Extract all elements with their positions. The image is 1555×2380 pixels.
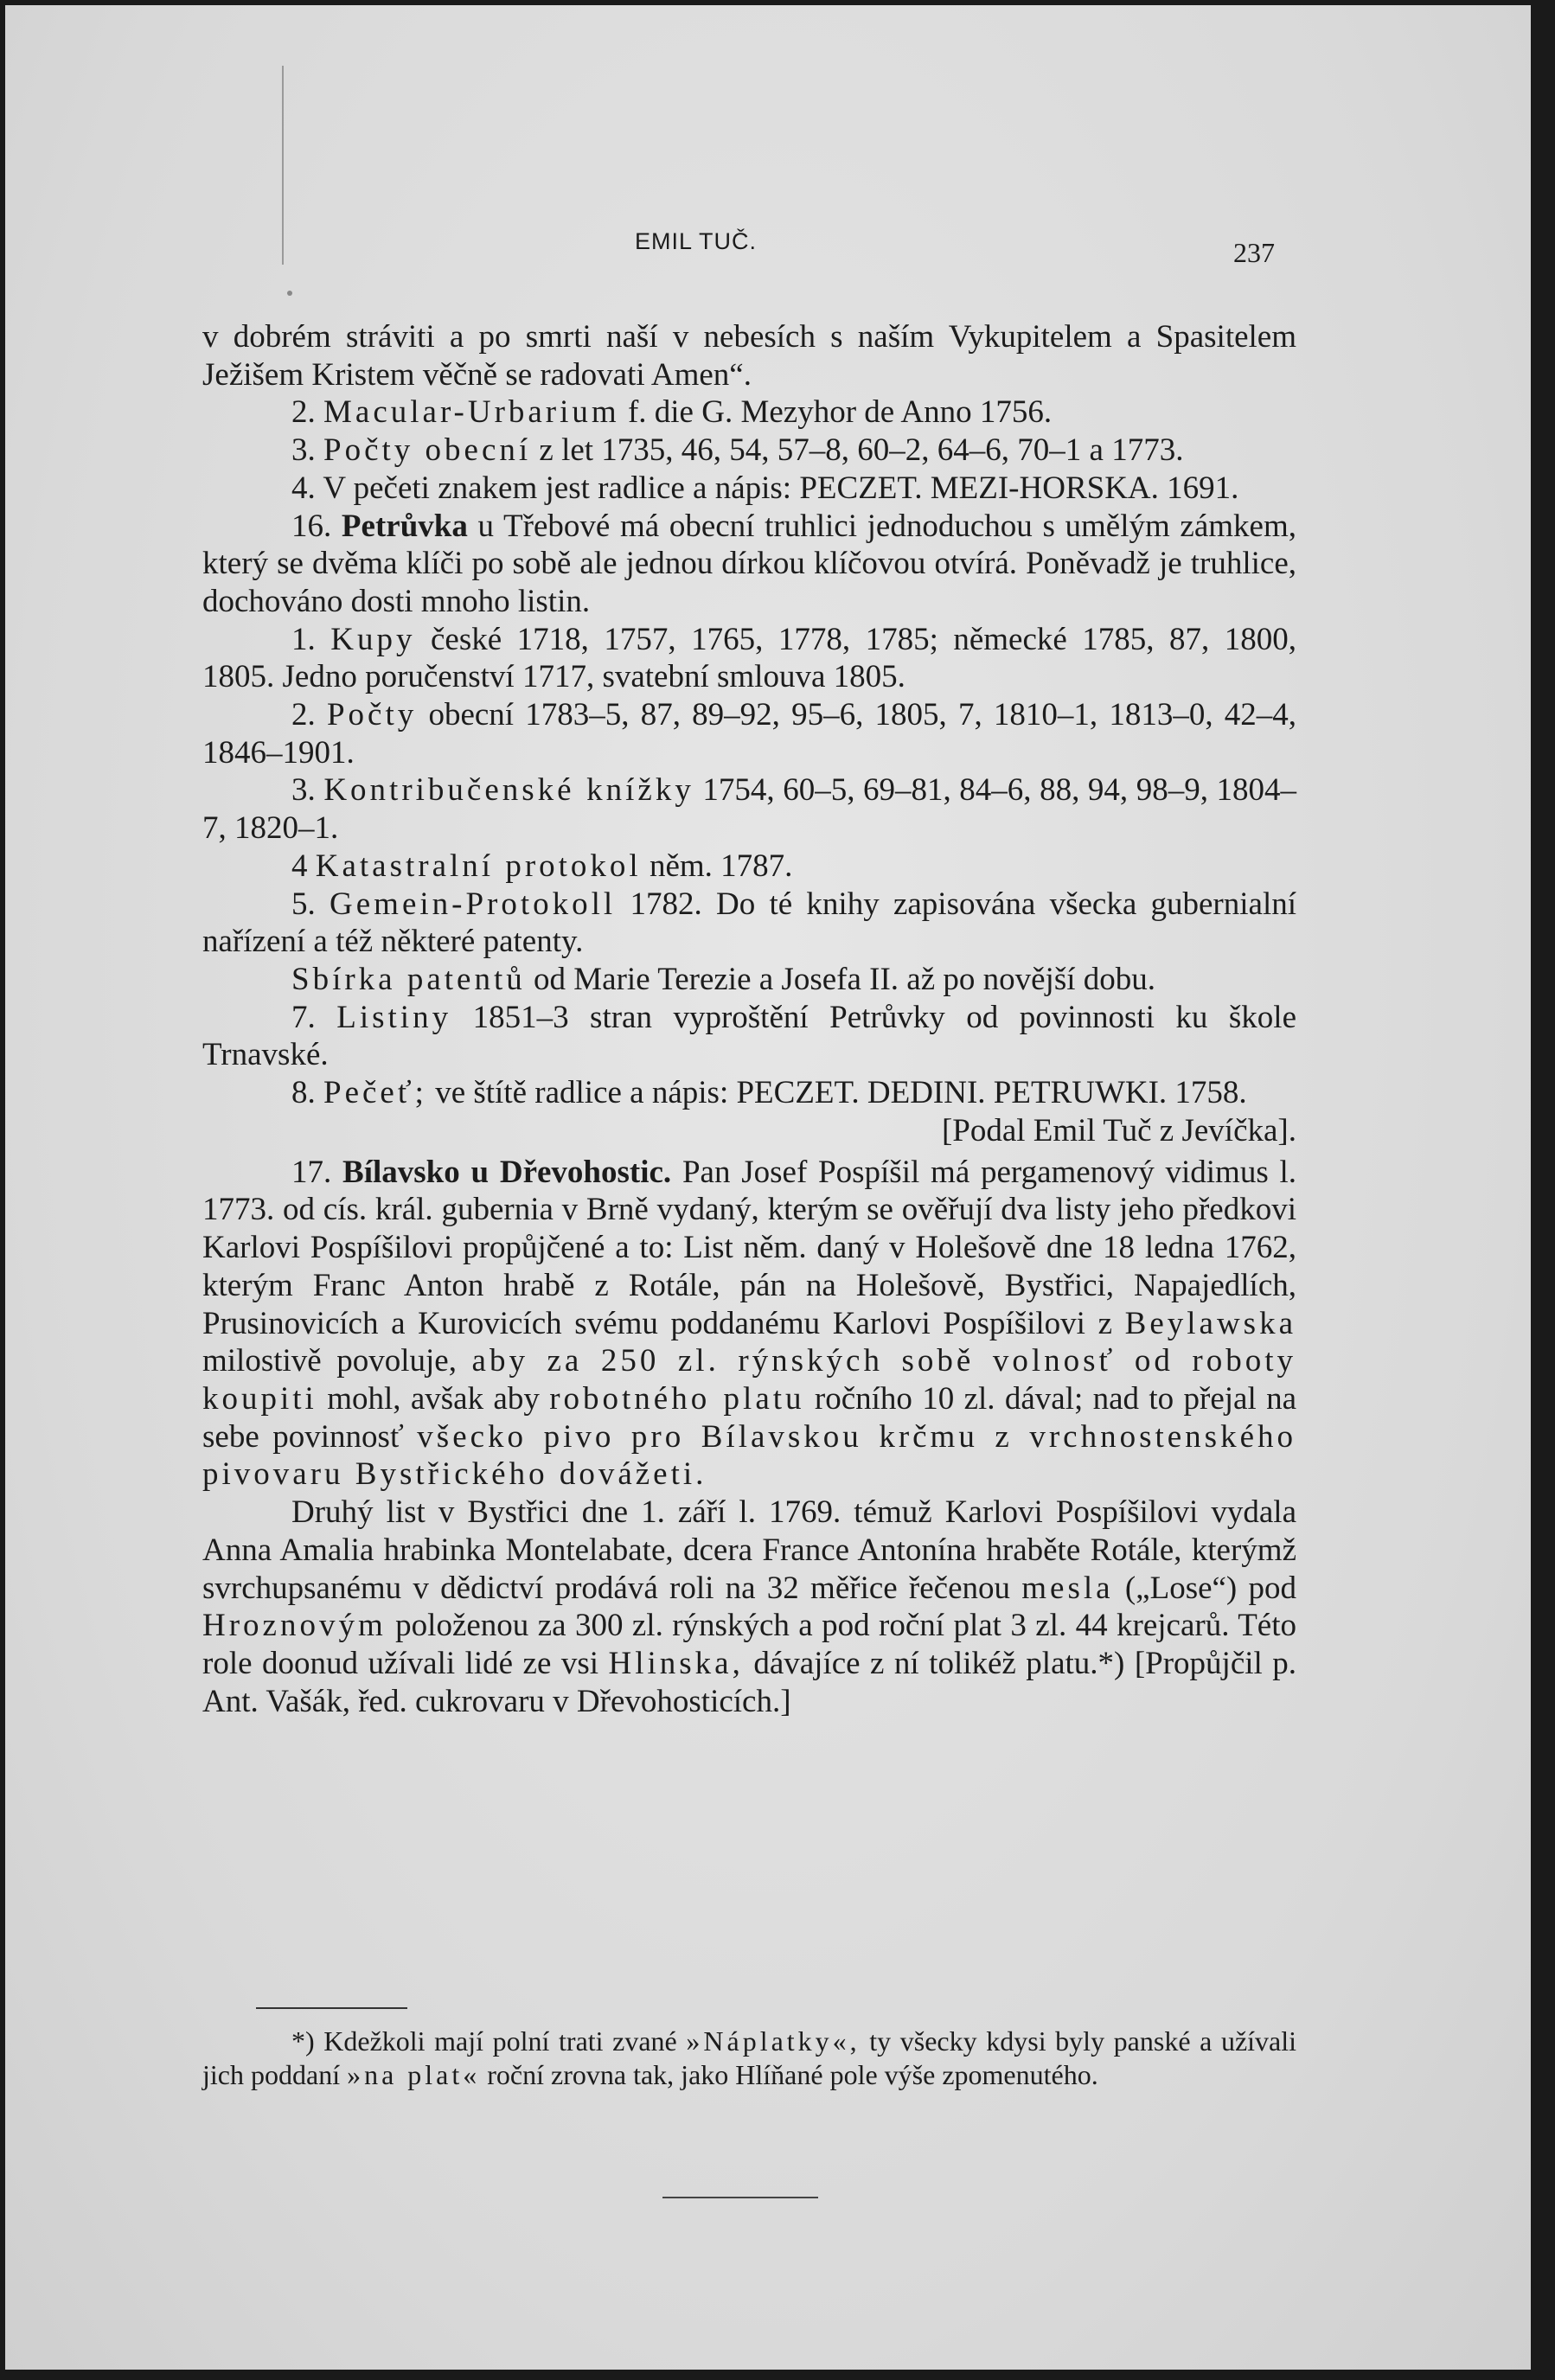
spaced-text: Beylawska bbox=[1124, 1305, 1296, 1341]
footnote-divider bbox=[256, 2007, 407, 2009]
running-head: EMIL TUČ. bbox=[635, 228, 758, 254]
spaced-text: »Náplatky«, bbox=[686, 2025, 861, 2057]
entry-16-item-2 bbox=[202, 696, 1296, 771]
entry-title: Bílavsko u Dřevohostic. bbox=[342, 1154, 672, 1190]
text-span: 4. V pečeti znakem jest radlice a nápis: PECZET. MEZI-HORSKA. 1691. bbox=[291, 470, 1239, 506]
text-span: milostivě povoluje, bbox=[202, 1343, 457, 1379]
text-span: f. die G. Mezyhor de Anno 1756. bbox=[627, 394, 1053, 431]
item-number: 3. bbox=[291, 432, 316, 469]
item-title: Macular-Urbarium bbox=[323, 394, 620, 431]
item-title: Katastralní protokol bbox=[315, 848, 642, 884]
text-span: Druhý list v Bystřici dne 1. září l. 1769. témuž Karlovi Pospíšilovi vydala Anna Amalia hrabinka Montelabate, dcera France Antonína hraběte Rotále, kterýmž svrchupsanému v dědictví prodává roli na 32 měřice řečenou bbox=[202, 1494, 1296, 1606]
text-span: Pan Josef Pospíšil má pergamenový vidimus l. 1773. od cís. král. gubernia v Brně vydaný, kterým se ověřují dva listy jeho předkovi Karlovi Pospíšilovi propůjčené a to: List něm. daný v Holešově dne 18 ledna 1762, kterým Franc Anton hrabě z Rotále, pán na Holešově, Bystřici, Napajedlích, Prusinovicích a Kurovicích svému poddanému Karlovi Pospíšilovi z bbox=[202, 1154, 1297, 1341]
item-title: Gemein-Protokoll bbox=[330, 886, 617, 922]
item-title: Sbírka patentů bbox=[291, 961, 526, 997]
spaced-text: robotného platu bbox=[549, 1380, 805, 1417]
entry-16-item-1 bbox=[202, 621, 1296, 696]
item-number: 3. bbox=[291, 772, 316, 809]
entry-number: 17. bbox=[291, 1154, 332, 1190]
item-number: 2. bbox=[291, 394, 316, 431]
spaced-text: Hlinska, bbox=[608, 1645, 744, 1681]
text-span: („Lose“) pod bbox=[1124, 1570, 1296, 1606]
paragraph-second-deed bbox=[202, 1494, 1296, 1720]
page-number: 237 bbox=[1233, 237, 1275, 268]
body-text bbox=[202, 318, 1296, 1720]
item-title: Listiny bbox=[336, 999, 452, 1035]
footnote-text bbox=[202, 2025, 1296, 2092]
text-span: něm. 1787. bbox=[649, 848, 793, 884]
entry-16-item-7 bbox=[202, 999, 1296, 1074]
item-number: 5. bbox=[291, 886, 316, 922]
entry-number: 16. bbox=[291, 508, 332, 544]
item-title: Počty bbox=[326, 697, 418, 733]
text-span: dávajíce z ní tolikéž platu.*) [Propůjčil p. Ant. Vašák, řed. cukrovaru v Dřevohosticích.] bbox=[202, 1645, 1297, 1719]
text-span: obecní 1783–5, 87, 89–92, 95–6, 1805, 7, 1810–1, 1813–0, 42–4, 1846–1901. bbox=[202, 697, 1297, 771]
speck bbox=[287, 291, 292, 296]
text-span: u Třebové má obecní truhlici jednoduchou s umělým zámkem, který se dvěma klíči po sobě ale jednou dírkou klíčovou otvírá. Poněvadž je truhlice, dochováno dosti mnoho listin. bbox=[202, 508, 1297, 619]
entry-16-item-5 bbox=[202, 886, 1296, 961]
entry-16-item-6 bbox=[202, 961, 1296, 999]
text-span: mohl, avšak aby bbox=[327, 1380, 540, 1417]
entry-16-item-3 bbox=[202, 771, 1296, 847]
contributor-signature: [Podal Emil Tuč z Jevíčka]. bbox=[941, 1112, 1296, 1148]
spaced-text: mesla bbox=[1021, 1570, 1114, 1606]
spaced-text: všecko pivo pro Bílavskou krčmu z vrchnostenského pivovaru Bystřického dovážeti. bbox=[202, 1418, 1296, 1493]
paragraph-intro bbox=[202, 318, 1296, 393]
text-span: 1782. Do té knihy zapisována všecka gubernialní nařízení a též některé patenty. bbox=[202, 886, 1297, 960]
text-span: 1754, 60–5, 69–81, 84–6, 88, 94, 98–9, 1804–7, 1820–1. bbox=[202, 772, 1297, 847]
spaced-text: »na plat« bbox=[347, 2059, 481, 2090]
entry-16-item-4 bbox=[202, 848, 1296, 886]
text-span: ročního 10 zl. dával; nad to přejal na sebe povinnosť bbox=[202, 1380, 1297, 1455]
entry-16-item-8 bbox=[202, 1074, 1296, 1148]
item-4 bbox=[202, 470, 1296, 508]
text-span: 1851–3 stran vyproštění Petrůvky od povinnosti ku škole Trnavské. bbox=[202, 999, 1296, 1073]
item-number: 1. bbox=[291, 621, 316, 657]
text-span: ve štítě radlice a nápis: PECZET. DEDINI. PETRUWKI. 1758. bbox=[435, 1075, 1247, 1111]
closing-rule bbox=[662, 2197, 818, 2198]
spaced-text: aby za 250 zl. rýnských sobě volnosť od roboty koupiti bbox=[202, 1343, 1296, 1417]
item-title: Kupy bbox=[330, 621, 416, 657]
text-span: v dobrém stráviti a po smrti naší v nebesích s naším Vykupitelem a Spasitelem Ježišem Kristem věčně se radovati Amen“. bbox=[202, 319, 1296, 393]
item-title: Pečeť; bbox=[323, 1075, 427, 1111]
text-span: ty všecky kdysi byly panské a užívali jich poddaní bbox=[202, 2025, 1297, 2090]
text-span: z let 1735, 46, 54, 57–8, 60–2, 64–6, 70–1 a 1773. bbox=[539, 432, 1184, 469]
item-3 bbox=[202, 432, 1296, 470]
item-title: Počty obecní bbox=[323, 432, 532, 469]
item-number: 7. bbox=[291, 999, 316, 1035]
item-number: 2. bbox=[291, 697, 316, 733]
item-number: 4 bbox=[291, 848, 308, 884]
item-number: 8. bbox=[291, 1075, 316, 1111]
text-span: české 1718, 1757, 1765, 1778, 1785; německé 1785, 87, 1800, 1805. Jedno poručenství 1717, svatební smlouva 1805. bbox=[202, 621, 1297, 695]
text-span: položenou za 300 zl. rýnských a pod roční plat 3 zl. 44 krejcarů. Této role doonud užívali lidé ze vsi bbox=[202, 1608, 1297, 1681]
scanned-page bbox=[5, 5, 1531, 2370]
text-span: *) Kdežkoli mají polní trati zvané bbox=[291, 2025, 677, 2057]
item-title: Kontribučenské knížky bbox=[323, 772, 694, 809]
entry-16 bbox=[202, 508, 1296, 621]
footnote bbox=[202, 2025, 1296, 2092]
page-header bbox=[5, 228, 1531, 268]
text-span: od Marie Terezie a Josefa II. až po novější dobu. bbox=[534, 961, 1156, 997]
entry-17 bbox=[202, 1154, 1296, 1494]
spaced-text: Hroznovým bbox=[202, 1608, 387, 1644]
entry-title: Petrůvka bbox=[341, 508, 468, 544]
text-span: roční zrovna tak, jako Hlíňané pole výše zpomenutého. bbox=[487, 2059, 1098, 2090]
item-2 bbox=[202, 393, 1296, 432]
